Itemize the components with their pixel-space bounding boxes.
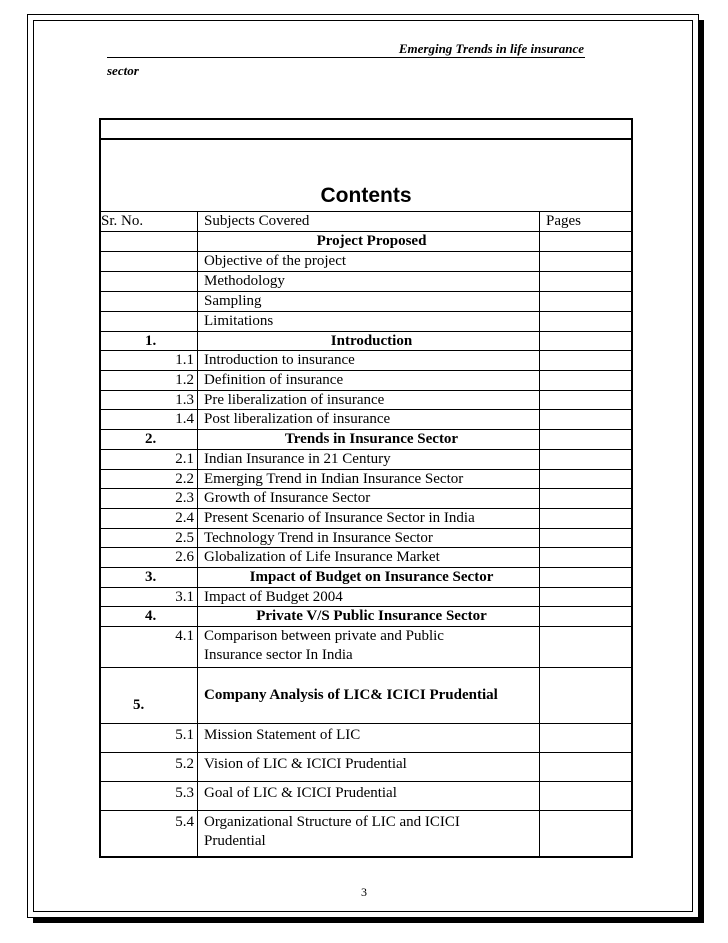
table-row: 1.2 Definition of insurance <box>101 371 631 391</box>
header-title: Emerging Trends in life insurance <box>398 41 584 56</box>
contents-table-top-band <box>101 120 631 140</box>
table-row: Methodology <box>101 272 631 292</box>
table-row: 2. Trends in Insurance Sector <box>101 430 631 450</box>
table-row: 2.4 Present Scenario of Insurance Sector in India <box>101 509 631 529</box>
contents-title: Contents <box>320 184 412 207</box>
table-row: 5. Company Analysis of LIC& ICICI Prudential <box>101 668 631 724</box>
page-number: 3 <box>361 885 367 899</box>
pages-header: Pages <box>546 213 581 229</box>
table-row: 2.1 Indian Insurance in 21 Century <box>101 450 631 470</box>
table-row: 5.2 Vision of LIC & ICICI Prudential <box>101 753 631 782</box>
table-row: 4.1 Comparison between private and Public Insurance sector In India <box>101 627 631 668</box>
contents-heading-cell <box>101 140 631 212</box>
table-row: 1.1 Introduction to insurance <box>101 351 631 371</box>
table-row: 2.6 Globalization of Life Insurance Market <box>101 548 631 568</box>
table-row: 1.4 Post liberalization of insurance <box>101 410 631 430</box>
table-row: Sampling <box>101 292 631 312</box>
table-row: Limitations <box>101 312 631 332</box>
header-continuation: sector <box>107 63 139 78</box>
subjects-header: Subjects Covered <box>198 212 540 231</box>
contents-table <box>99 118 633 858</box>
table-row: 4. Private V/S Public Insurance Sector <box>101 607 631 627</box>
table-row: 1.3 Pre liberalization of insurance <box>101 391 631 410</box>
table-row: Objective of the project <box>101 252 631 272</box>
page-shadow-bottom <box>33 918 704 923</box>
table-row: 2.2 Emerging Trend in Indian Insurance Sector <box>101 470 631 489</box>
table-row: 3.1 Impact of Budget 2004 <box>101 588 631 607</box>
header-rule <box>107 57 585 58</box>
table-row: 1. Introduction <box>101 332 631 351</box>
table-row: 3. Impact of Budget on Insurance Sector <box>101 568 631 588</box>
table-row: 2.5 Technology Trend in Insurance Sector <box>101 529 631 548</box>
table-row: 2.3 Growth of Insurance Sector <box>101 489 631 509</box>
column-header-row <box>101 212 631 232</box>
table-row: Project Proposed <box>101 232 631 252</box>
sr-no-header: Sr. No. <box>101 212 198 231</box>
table-row: 5.4 Organizational Structure of LIC and ICICI Prudential <box>101 811 631 856</box>
table-row: 5.1 Mission Statement of LIC <box>101 724 631 753</box>
table-row: 5.3 Goal of LIC & ICICI Prudential <box>101 782 631 811</box>
page-shadow-right <box>699 20 704 923</box>
